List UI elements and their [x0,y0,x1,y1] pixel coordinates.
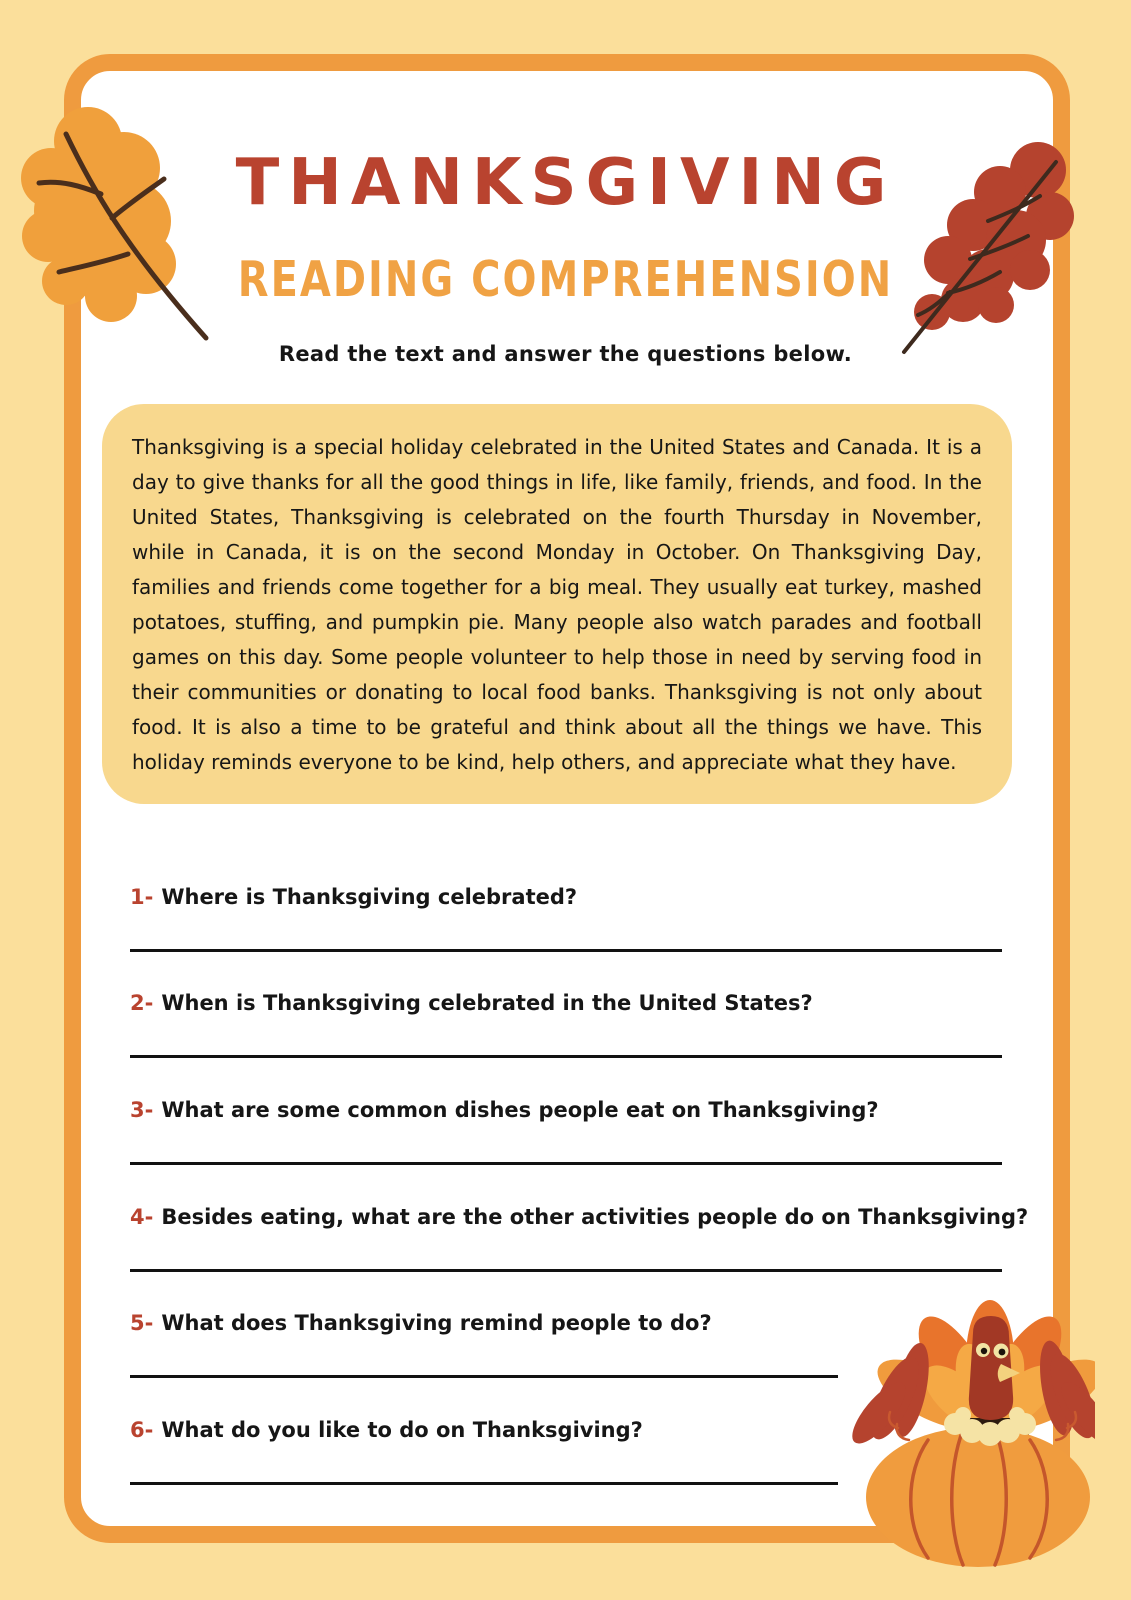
answer-line-1 [130,949,1002,952]
question-1-text: Where is Thanksgiving celebrated? [161,885,578,909]
question-2-text: When is Thanksgiving celebrated in the United States? [161,991,813,1015]
page-subtitle: READING COMPREHENSION [237,252,894,309]
answer-line-2 [130,1055,1002,1058]
question-5-text: What does Thanksgiving remind people to do? [161,1311,712,1335]
question-2-number: 2- [130,991,154,1015]
red-oak-leaf-icon [888,140,1090,372]
answer-line-4 [130,1269,1002,1272]
question-3-number: 3- [130,1098,154,1122]
orange-oak-leaf-icon [6,106,224,348]
turkey-in-pumpkin-illustration [843,1278,1095,1570]
question-6-text: What do you like to do on Thanksgiving? [161,1418,643,1442]
question-1-number: 1- [130,885,154,909]
question-5-number: 5- [130,1311,154,1335]
answer-line-6 [130,1482,838,1485]
page-title: THANKSGIVING [235,146,896,220]
question-1 [130,882,1010,952]
question-6-number: 6- [130,1418,154,1442]
question-4-text: Besides eating, what are the other activities people do on Thanksgiving? [161,1205,1029,1229]
reading-passage: Thanksgiving is a special holiday celebrated in the United States and Canada. It is a day to give thanks for all the good things in life, like family, friends, and food. In the United States, Thanksgiving is celebrated on the fourth Thursday in November, while in Canada, it is on the second Monday in October. On Thanksgiving Day, families and friends come together for a big meal. They usually eat turkey, mashed potatoes, stuffing, and pumpkin pie. Many people also watch parades and football games on this day. Some people volunteer to help those in need by serving food in their communities or donating to local food banks. Thanksgiving is not only about food. It is also a time to be grateful and think about all the things we have. This holiday reminds everyone to be kind, help others, and appreciate what they have. [102,404,1012,804]
answer-line-3 [130,1162,1002,1165]
answer-line-5 [130,1375,838,1378]
question-3 [130,1095,1010,1165]
question-3-text: What are some common dishes people eat on Thanksgiving? [161,1098,879,1122]
question-2 [130,988,1010,1058]
question-4 [130,1202,1029,1272]
instruction-text: Read the text and answer the questions below. [278,342,853,366]
question-4-number: 4- [130,1205,154,1229]
